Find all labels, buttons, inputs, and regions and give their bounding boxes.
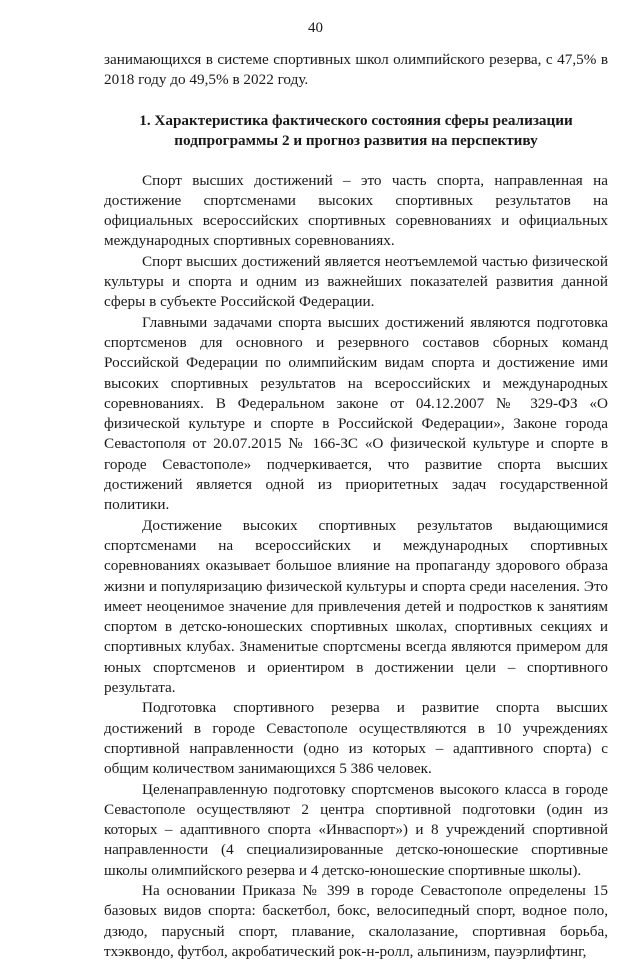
- paragraph: Главными задачами спорта высших достижений являются подготовка спортсменов для основного и резервного составов сборных команд Российской Федерации по олимпийским видам спорта и достижение ими высоких спортивных результатов на всероссийских и международных соревнованиях. В Федеральном законе от 04.12.2007 № 329-ФЗ «О физической культуре и спорте в Российской Федерации», Законе города Севастополя от 20.07.2015 № 166-ЗС «О физической культуре и спорте в городе Севастополе» подчеркивается, что развитие спорта высших достижений является одной из приоритетных задач государственной политики.: [104, 313, 608, 514]
- paragraph: На основании Приказа № 399 в городе Севастополе определены 15 базовых видов спорта: баскетбол, бокс, велосипедный спорт, водное поло, дзюдо, парусный спорт, плавание, скалолазание, спортивная борьба, тхэквондо, футбол, акробатический рок-н-ролл, альпинизм, пауэрлифтинг,: [104, 881, 608, 960]
- paragraph: Спорт высших достижений – это часть спорта, направленная на достижение спортсменами высоких спортивных результатов на официальных всероссийских спортивных соревнованиях и официальных международных спортивных соревнованиях.: [104, 171, 608, 250]
- document-body: [104, 50, 608, 962]
- paragraph: Целенаправленную подготовку спортсменов высокого класса в городе Севастополе осуществляют 2 центра спортивной подготовки (один из которых – адаптивного спорта «Инваспорт») и 8 учреждений спортивной направленности (4 специализированные детско-юношеские спортивные школы олимпийского резерва и 4 детско-юношеские спортивные школы).: [104, 780, 608, 879]
- page-number: 40: [308, 20, 323, 36]
- section-heading-line-2: подпрограммы 2 и прогноз развития на перспективу: [174, 131, 538, 149]
- paragraph: Достижение высоких спортивных результатов выдающимися спортсменами на всероссийских и международных спортивных соревнованиях оказывает большое влияние на пропаганду здорового образа жизни и популяризацию физической культуры и спорта среди населения. Это имеет неоценимое значение для привлечения детей и подростков к занятиям спортом в детско-юношеских спортивных школах, спортивных секциях и спортивных клубах. Знаменитые спортсмены всегда являются примером для юных спортсменов и ориентиром в достижении цели – спортивного результата.: [104, 516, 608, 697]
- section-heading-line-1: 1. Характеристика фактического состояния сферы реализации: [139, 111, 573, 129]
- intro-paragraph: занимающихся в системе спортивных школ олимпийского резерва, с 47,5% в 2018 году до 49,5% в 2022 году.: [104, 51, 608, 89]
- paragraph: Подготовка спортивного резерва и развитие спорта высших достижений в городе Севастополе осуществляются в 10 учреждениях спортивной направленности (одно из которых – адаптивного спорта) с общим количеством занимающихся 5 386 человек.: [104, 699, 608, 778]
- section-heading: [104, 111, 608, 151]
- paragraph: Спорт высших достижений является неотъемлемой частью физической культуры и спорта и одним из важнейших показателей развития данной сферы в субъекте Российской Федерации.: [104, 252, 608, 311]
